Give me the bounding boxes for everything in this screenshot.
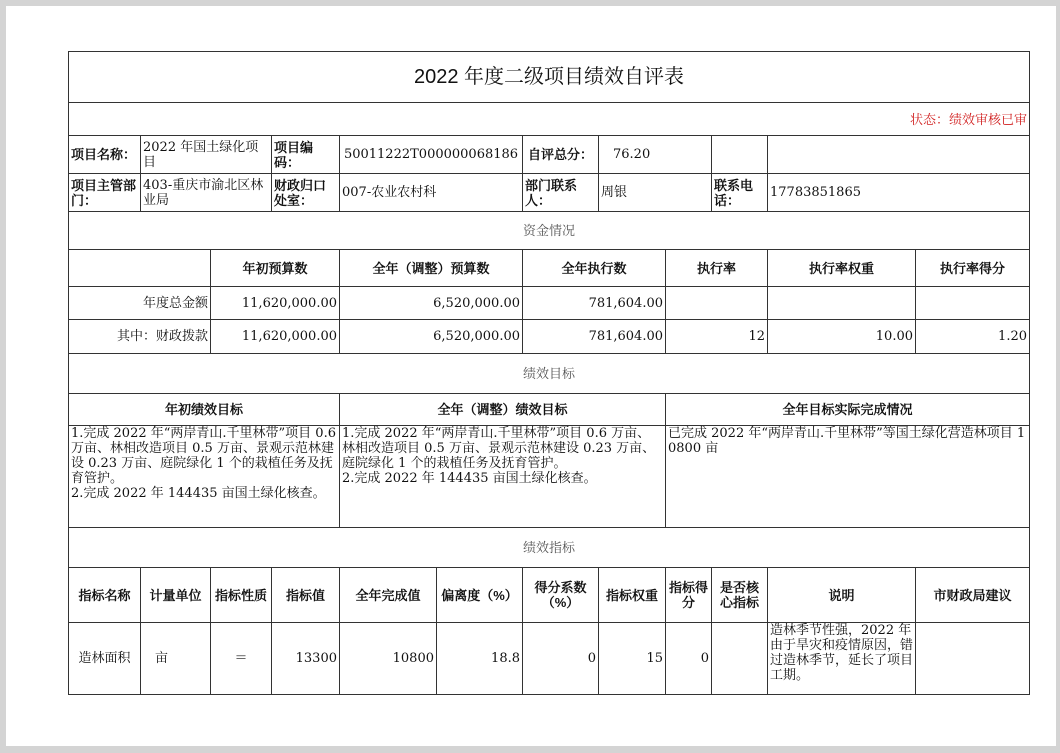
col-header: 全年完成值 [340,568,437,623]
col-header: 指标名称 [69,568,141,623]
performance-self-evaluation-table [68,51,1030,695]
project-name-label: 项目名称： [69,136,141,174]
indicator-actual: 10800 [340,623,437,695]
document-page [6,6,1056,746]
col-header: 全年（调整）预算数 [340,250,523,287]
indicator-target: 13300 [272,623,340,695]
col-header: 执行率得分 [916,250,1030,287]
contact-value: 周银 [599,174,712,212]
dept-label: 项目主管部门： [69,174,141,212]
indicator-name: 造林面积 [69,623,141,695]
empty-cell [768,136,1030,174]
table-cell [666,287,768,320]
indicator-coefficient: 0 [523,623,599,695]
status-text: 状态：绩效审核已审 [69,103,1030,136]
table-row [69,320,1030,354]
table-row [69,287,1030,320]
table-cell: 6,520,000.00 [340,287,523,320]
row-label: 年度总金额 [69,287,211,320]
col-header: 指标性质 [211,568,272,623]
phone-label: 联系电话： [712,174,768,212]
dept-value: 403-重庆市渝北区林业局 [141,174,272,212]
table-cell: 11,620,000.00 [211,320,340,354]
col-header: 指标值 [272,568,340,623]
finance-label: 财政归口处室： [272,174,340,212]
col-header: 计量单位 [141,568,211,623]
col-header: 市财政局建议 [916,568,1030,623]
table-cell: 1.20 [916,320,1030,354]
indicator-core-flag [712,623,768,695]
col-header: 年初绩效目标 [69,394,340,426]
table-cell [768,287,916,320]
adjusted-goal-text: 1.完成 2022 年“两岸青山.千里林带”项目 0.6 万亩、林相改造项目 0.5 万亩、景观示范林建设 0.23 万亩、庭院绿化 1 个的栽植任务及抚育管护。 2.完成 2022 年 144435 亩国土绿化核查。 [340,426,666,528]
col-header: 得分系数（%） [523,568,599,623]
indicator-unit: 亩 [141,623,211,695]
page-title: 2022 年度二级项目绩效自评表 [69,52,1030,103]
empty-cell [712,136,768,174]
indicator-score: 0 [666,623,712,695]
col-header: 全年（调整）绩效目标 [340,394,666,426]
col-header: 执行率权重 [768,250,916,287]
initial-goal-text: 1.完成 2022 年“两岸青山.千里林带”项目 0.6 万亩、林相改造项目 0.5 万亩、景观示范林建设 0.23 万亩、庭院绿化 1 个的栽植任务及抚育管护。 2.完成 2022 年 144435 亩国土绿化核查。 [69,426,340,528]
col-header: 是否核心指标 [712,568,768,623]
table-cell: 11,620,000.00 [211,287,340,320]
col-header: 指标权重 [599,568,666,623]
row-label: 其中：财政拨款 [69,320,211,354]
actual-completion-text: 已完成 2022 年“两岸青山.千里林带”等国土绿化营造林项目 10800 亩 [666,426,1030,528]
table-cell: 12 [666,320,768,354]
indicator-suggestion [916,623,1030,695]
col-header: 执行率 [666,250,768,287]
project-code-value: 50011222T000000068186 [340,136,523,174]
section-title-funds: 资金情况 [69,212,1030,250]
score-label: 自评总分： [523,136,599,174]
finance-value: 007-农业农村科 [340,174,523,212]
table-cell [916,287,1030,320]
col-header: 说明 [768,568,916,623]
col-header: 偏离度（%） [437,568,523,623]
indicator-nature: ＝ [211,623,272,695]
contact-label: 部门联系人： [523,174,599,212]
col-header: 年初预算数 [211,250,340,287]
col-header: 指标得分 [666,568,712,623]
table-cell: 781,604.00 [523,320,666,354]
phone-value: 17783851865 [768,174,1030,212]
table-cell: 6,520,000.00 [340,320,523,354]
table-cell: 781,604.00 [523,287,666,320]
col-header: 全年目标实际完成情况 [666,394,1030,426]
project-code-label: 项目编码： [272,136,340,174]
table-row [69,623,1030,695]
indicator-explanation: 造林季节性强，2022 年由于旱灾和疫情原因，错过造林季节，延长了项目工期。 [768,623,916,695]
indicator-weight: 15 [599,623,666,695]
table-cell: 10.00 [768,320,916,354]
score-value: 76.20 [599,136,712,174]
section-title-goals: 绩效目标 [69,354,1030,394]
empty-cell [69,250,211,287]
indicator-deviation: 18.8 [437,623,523,695]
project-name-value: 2022 年国土绿化项目 [141,136,272,174]
col-header: 全年执行数 [523,250,666,287]
section-title-indicators: 绩效指标 [69,528,1030,568]
